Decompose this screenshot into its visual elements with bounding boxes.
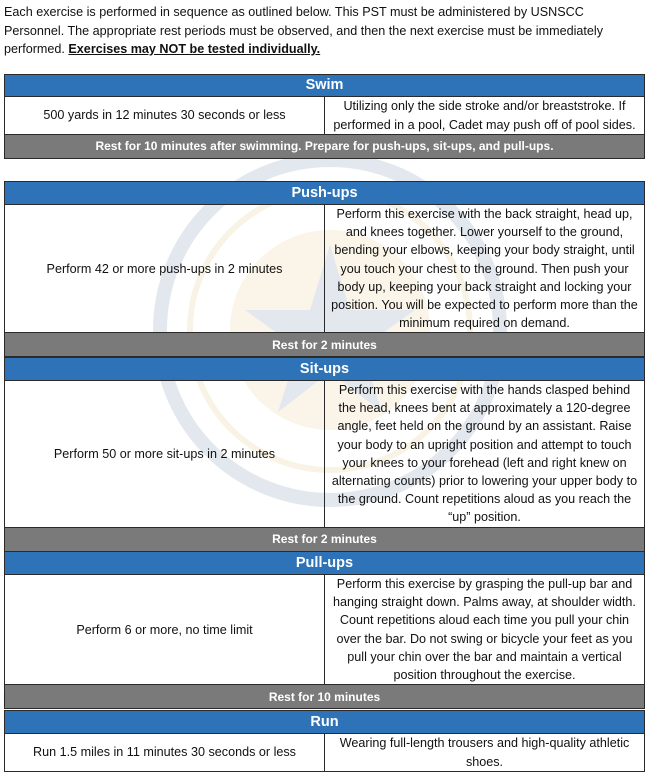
situps-table (4, 357, 645, 552)
run-header: Run (5, 711, 645, 734)
pushups-header: Push-ups (5, 182, 645, 205)
swim-rest: Rest for 10 minutes after swimming. Prepare for push-ups, sit-ups, and pull-ups. (5, 135, 645, 159)
situps-header: Sit-ups (5, 358, 645, 381)
swim-table (4, 74, 645, 159)
pullups-table (4, 551, 645, 709)
swim-header: Swim (5, 75, 645, 97)
pushups-requirement: Perform 42 or more push-ups in 2 minutes (5, 205, 325, 333)
run-requirement: Run 1.5 miles in 11 minutes 30 seconds or less (5, 734, 325, 772)
pullups-requirement: Perform 6 or more, no time limit (5, 575, 325, 685)
intro-text: Each exercise is performed in sequence as outlined below. This PST must be administered by USNSCC Personnel. The appropriate rest periods must be observed, and then the next exercise must be immediately performed. (4, 5, 603, 56)
pullups-header: Pull-ups (5, 552, 645, 575)
intro-paragraph (4, 3, 644, 59)
swim-requirement: 500 yards in 12 minutes 30 seconds or less (5, 97, 325, 135)
run-table (4, 710, 645, 772)
pullups-rest: Rest for 10 minutes (5, 685, 645, 709)
pullups-description: Perform this exercise by grasping the pull-up bar and hanging straight down. Palms away, at shoulder width. Count repetitions aloud each time you pull your chin over the bar. Do not swing or bicycle your feet as you pull your chin over the bar and maintain a vertical position throughout the exercise. (325, 575, 645, 685)
pushups-rest: Rest for 2 minutes (5, 333, 645, 357)
text-cursor (4, 691, 5, 706)
situps-requirement: Perform 50 or more sit-ups in 2 minutes (5, 381, 325, 528)
pushups-table (4, 181, 645, 357)
intro-emphasis: Exercises may NOT be tested individually. (68, 42, 321, 56)
run-description: Wearing full-length trousers and high-quality athletic shoes. (325, 734, 645, 772)
situps-description: Perform this exercise with the hands clasped behind the head, knees bent at approximately a 120-degree angle, feet held on the ground by an assistant. Raise your body to an upright position and attempt to touch your knees to your forehead (left and right knew on alternating counts) prior to lowering your upper body to the ground. Count repetitions aloud as you reach the “up” position. (325, 381, 645, 528)
pushups-description: Perform this exercise with the back straight, head up, and knees together. Lower yourself to the ground, bending your elbows, keeping your body straight, until you touch your chest to the ground. Then push your body up, keeping your back straight and locking your position. You will be expected to perform more than the minimum required on demand. (325, 205, 645, 333)
swim-description: Utilizing only the side stroke and/or breaststroke. If performed in a pool, Cadet may push off of pool sides. (325, 97, 645, 135)
situps-rest: Rest for 2 minutes (5, 527, 645, 551)
